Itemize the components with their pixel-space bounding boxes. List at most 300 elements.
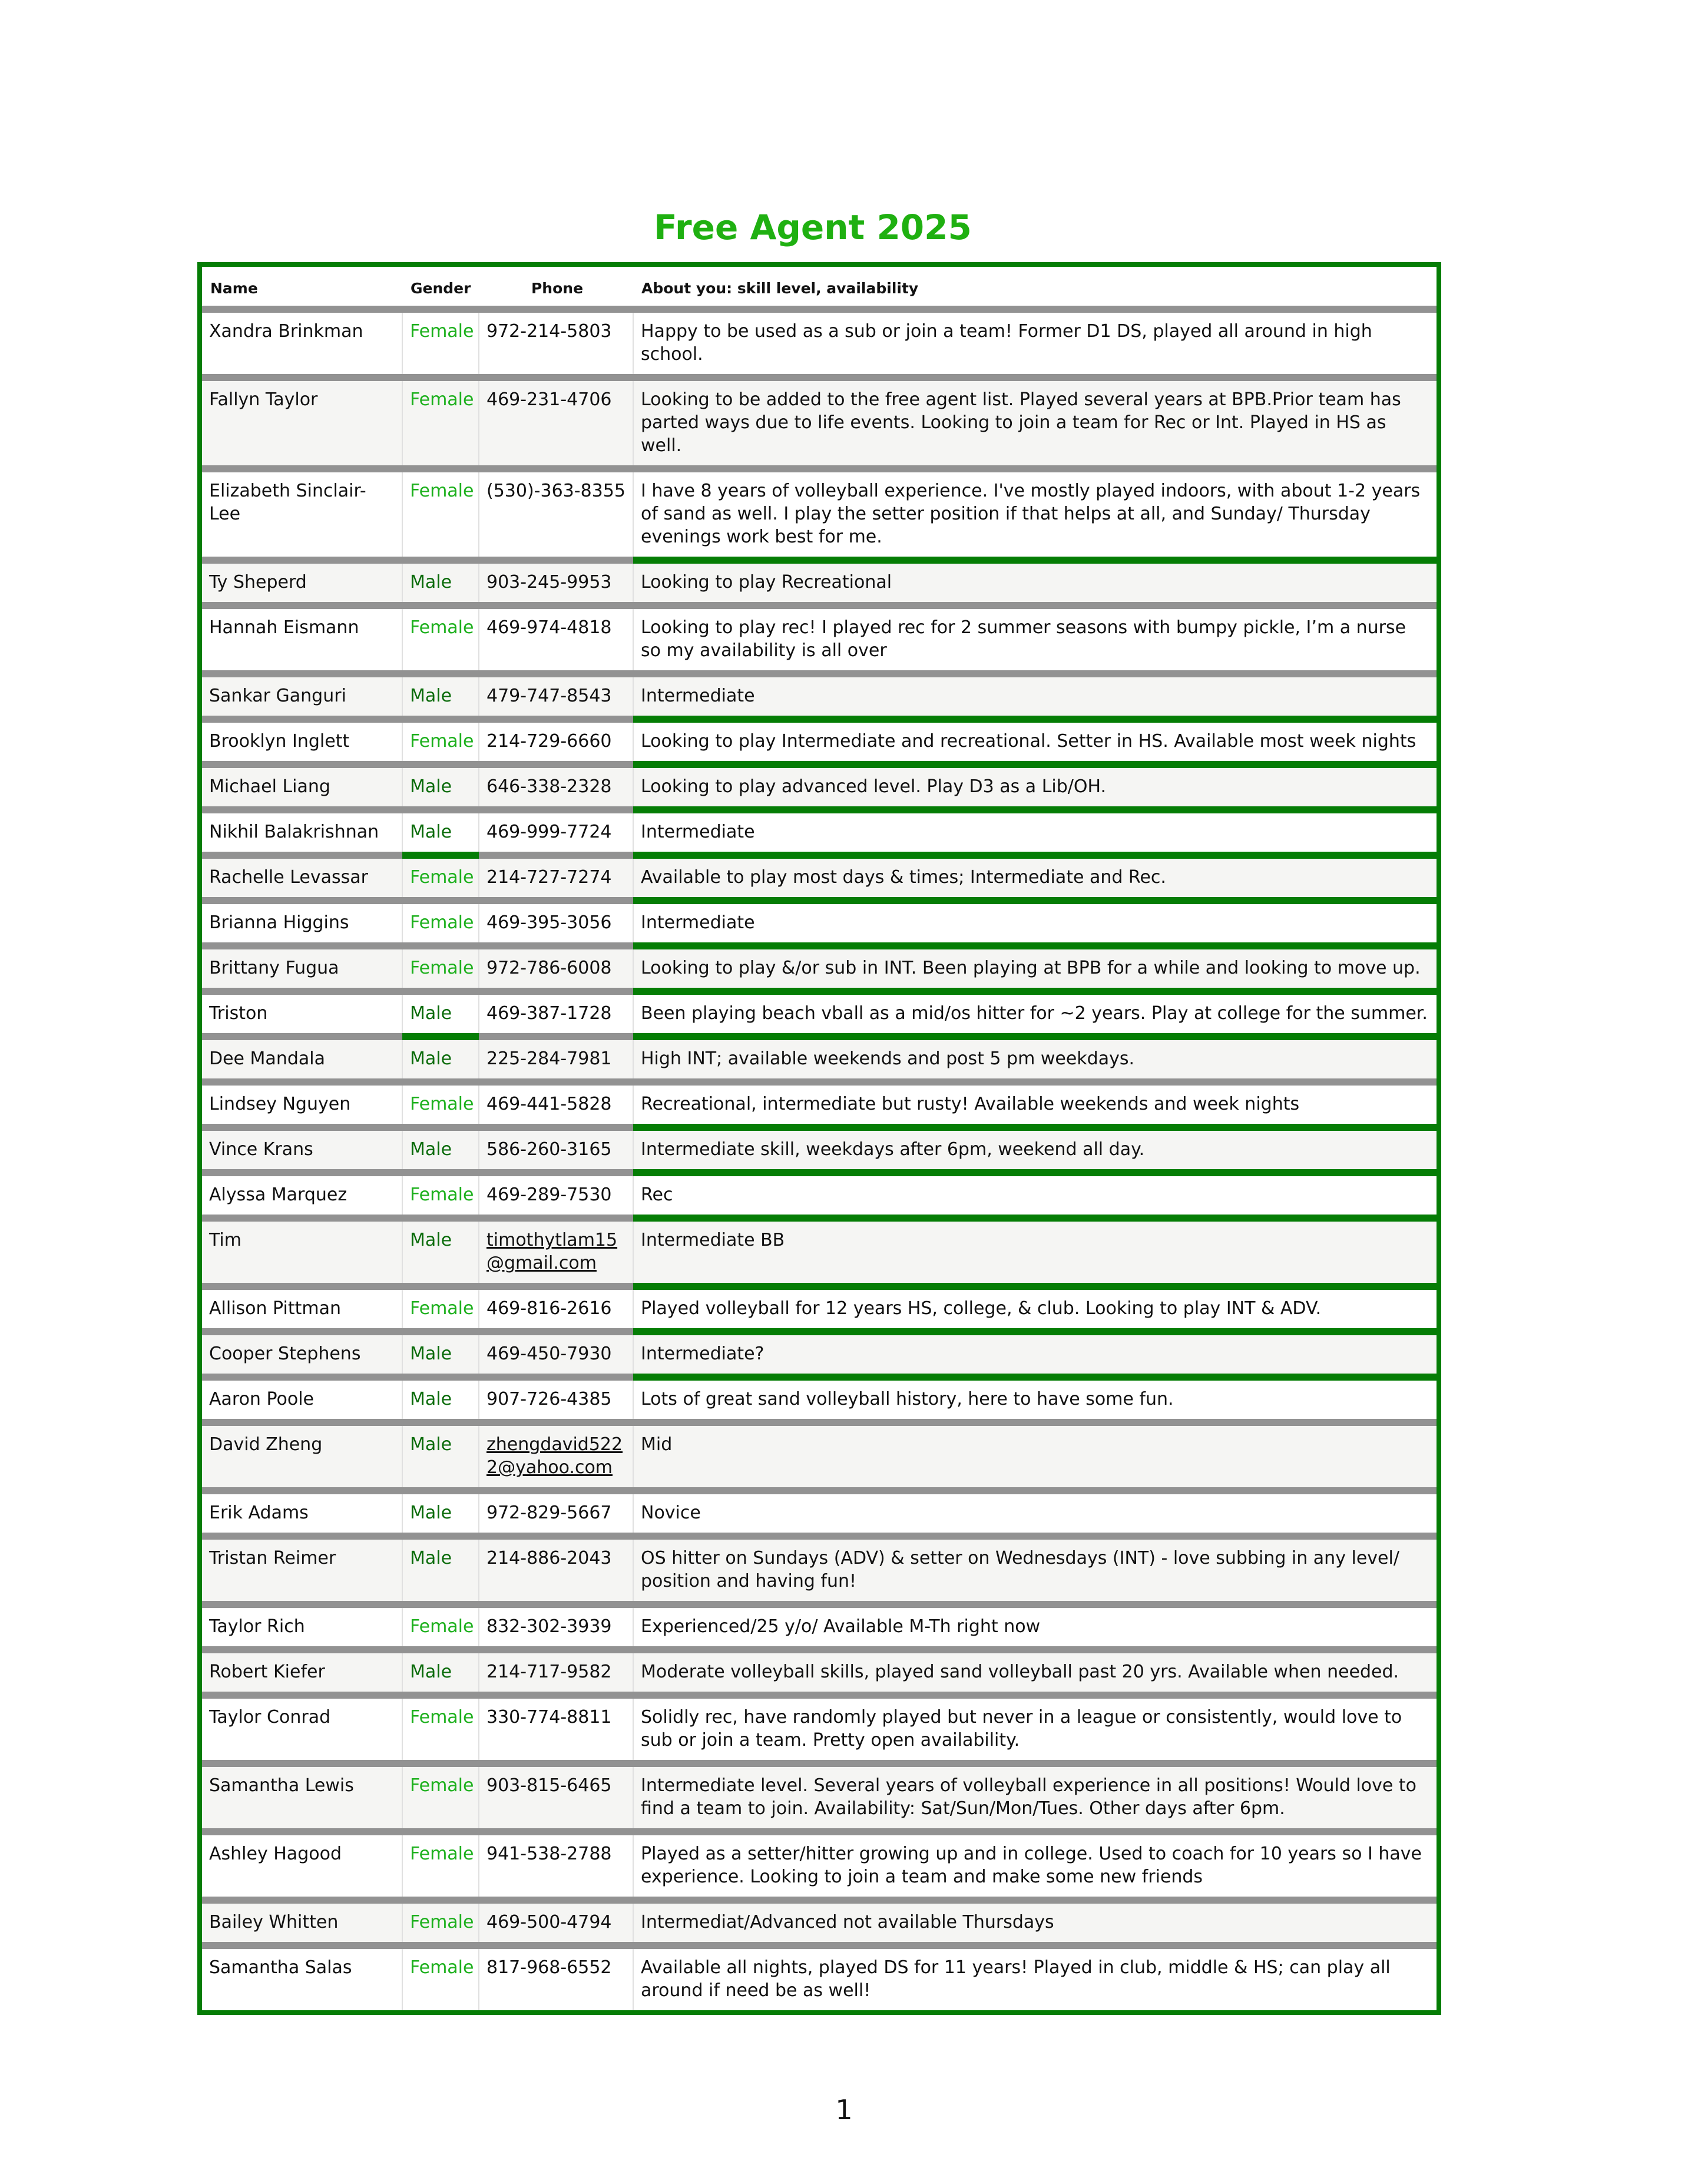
phone-cell: 469-231-4706 <box>486 389 612 410</box>
divider-cell <box>633 988 1437 995</box>
phone-cell: 586-260-3165 <box>486 1139 612 1160</box>
divider-cell <box>479 1328 633 1335</box>
about-cell: Mid <box>633 1426 1437 1487</box>
divider-cell <box>202 1828 402 1835</box>
table-row <box>202 1222 1437 1283</box>
divider-cell <box>402 942 479 949</box>
divider-cell <box>633 1646 1437 1653</box>
divider-cell <box>402 852 479 859</box>
about-cell: Looking to play rec! I played rec for 2 summer seasons with bumpy pickle, I’m a nurse so my availability is all over <box>633 609 1437 670</box>
phone-cell: 469-387-1728 <box>486 1003 612 1024</box>
table-row <box>202 1835 1437 1897</box>
about-cell: Recreational, intermediate but rusty! Available weekends and week nights <box>633 1086 1437 1124</box>
about-cell: Played volleyball for 12 years HS, college, & club. Looking to play INT & ADV. <box>633 1290 1437 1328</box>
gender-cell: Male <box>402 1040 479 1078</box>
name-cell: Samantha Lewis <box>202 1767 402 1828</box>
about-cell: Intermediate? <box>633 1335 1437 1374</box>
table-row <box>202 1608 1437 1646</box>
divider-cell <box>479 716 633 723</box>
row-divider <box>202 1283 1437 1290</box>
table-row <box>202 1040 1437 1078</box>
about-cell: Intermediate <box>633 904 1437 942</box>
table-row <box>202 723 1437 761</box>
divider-cell <box>202 761 402 768</box>
gender-cell: Female <box>402 949 479 988</box>
about-cell: Looking to play Intermediate and recreational. Setter in HS. Available most week nights <box>633 723 1437 761</box>
name-cell: Lindsey Nguyen <box>202 1086 402 1124</box>
divider-cell <box>202 670 402 677</box>
row-divider <box>202 852 1437 859</box>
divider-cell <box>202 557 402 564</box>
about-cell: Intermediate skill, weekdays after 6pm, weekend all day. <box>633 1131 1437 1169</box>
divider-cell <box>633 1487 1437 1494</box>
table-row <box>202 904 1437 942</box>
divider-cell <box>202 1169 402 1176</box>
divider-cell <box>402 1078 479 1086</box>
table-row <box>202 859 1437 897</box>
gender-cell: Female <box>402 1086 479 1124</box>
divider-cell <box>402 1374 479 1381</box>
about-cell: Moderate volleyball skills, played sand volleyball past 20 yrs. Available when needed. <box>633 1653 1437 1692</box>
row-divider <box>202 670 1437 677</box>
phone-cell: 469-395-3056 <box>486 912 612 933</box>
divider-cell <box>479 1942 633 1949</box>
name-cell: Brooklyn Inglett <box>202 723 402 761</box>
divider-cell <box>402 1533 479 1540</box>
table-row <box>202 381 1437 465</box>
divider-cell <box>479 1828 633 1835</box>
divider-cell <box>402 1646 479 1653</box>
divider-cell <box>202 1692 402 1699</box>
row-divider <box>202 1828 1437 1835</box>
row-divider <box>202 1374 1437 1381</box>
table-row <box>202 1767 1437 1828</box>
divider-cell <box>402 1033 479 1040</box>
table <box>202 267 1437 2010</box>
name-cell: Elizabeth Sinclair-Lee <box>202 472 402 557</box>
row-divider <box>202 1033 1437 1040</box>
gender-cell: Male <box>402 1653 479 1692</box>
table-row <box>202 995 1437 1033</box>
row-divider <box>202 465 1437 472</box>
divider-cell <box>633 1601 1437 1608</box>
header-phone: Phone <box>479 267 633 306</box>
free-agent-table <box>197 262 1441 2015</box>
about-cell: Happy to be used as a sub or join a team! Former D1 DS, played all around in high school. <box>633 313 1437 374</box>
divider-cell <box>633 1328 1437 1335</box>
gender-cell: Female <box>402 1608 479 1646</box>
divider-cell <box>633 942 1437 949</box>
divider-cell <box>402 1692 479 1699</box>
phone-cell: 469-289-7530 <box>486 1184 612 1205</box>
divider-cell <box>402 806 479 813</box>
table-row <box>202 1290 1437 1328</box>
table-row <box>202 1335 1437 1374</box>
name-cell: Xandra Brinkman <box>202 313 402 374</box>
about-cell: OS hitter on Sundays (ADV) & setter on Wednesdays (INT) - love subbing in any level/ position and having fun! <box>633 1540 1437 1601</box>
about-cell: Available to play most days & times; Intermediate and Rec. <box>633 859 1437 897</box>
phone-cell: 469-816-2616 <box>486 1298 612 1319</box>
divider-cell <box>633 374 1437 381</box>
name-cell: Bailey Whitten <box>202 1904 402 1942</box>
divider-cell <box>633 1124 1437 1131</box>
table-body <box>202 306 1437 2010</box>
table-row <box>202 1540 1437 1601</box>
about-cell: Novice <box>633 1494 1437 1533</box>
gender-cell: Male <box>402 1131 479 1169</box>
divider-cell <box>402 670 479 677</box>
divider-cell <box>402 1760 479 1767</box>
name-cell: Vince Krans <box>202 1131 402 1169</box>
row-divider <box>202 1078 1437 1086</box>
divider-cell <box>402 716 479 723</box>
gender-cell: Female <box>402 313 479 374</box>
row-divider <box>202 1533 1437 1540</box>
divider-cell <box>633 306 1437 313</box>
about-cell: Looking to play Recreational <box>633 564 1437 602</box>
phone-cell: 972-214-5803 <box>486 321 612 342</box>
gender-cell: Female <box>402 381 479 465</box>
name-cell: Brittany Fugua <box>202 949 402 988</box>
email-link[interactable]: zhengdavid5222@yahoo.com <box>486 1434 623 1478</box>
phone-cell: 972-829-5667 <box>486 1503 612 1523</box>
gender-cell: Male <box>402 768 479 806</box>
divider-cell <box>633 1169 1437 1176</box>
row-divider <box>202 1942 1437 1949</box>
name-cell: Taylor Rich <box>202 1608 402 1646</box>
about-cell: Intermediate <box>633 813 1437 852</box>
row-divider <box>202 1328 1437 1335</box>
about-cell: Available all nights, played DS for 11 years! Played in club, middle & HS; can play all around if need be as well! <box>633 1949 1437 2010</box>
divider-cell <box>202 1646 402 1653</box>
document-title: Free Agent 2025 <box>654 207 972 247</box>
gender-cell: Female <box>402 1949 479 2010</box>
divider-cell <box>402 1601 479 1608</box>
divider-cell <box>402 1215 479 1222</box>
row-divider <box>202 1419 1437 1426</box>
phone-cell: 330-774-8811 <box>486 1707 612 1728</box>
divider-cell <box>479 1033 633 1040</box>
table-row <box>202 949 1437 988</box>
divider-cell <box>633 852 1437 859</box>
name-cell: Cooper Stephens <box>202 1335 402 1374</box>
divider-cell <box>202 1419 402 1426</box>
about-cell: Looking to play advanced level. Play D3 as a Lib/OH. <box>633 768 1437 806</box>
table-row <box>202 1086 1437 1124</box>
gender-cell: Female <box>402 859 479 897</box>
phone-cell: 469-974-4818 <box>486 617 612 638</box>
divider-cell <box>479 988 633 995</box>
table-header-row <box>202 267 1437 306</box>
divider-cell <box>479 306 633 313</box>
gender-cell: Female <box>402 1176 479 1215</box>
gender-cell: Male <box>402 1540 479 1601</box>
phone-cell: 479-747-8543 <box>486 686 612 706</box>
divider-cell <box>479 1374 633 1381</box>
row-divider <box>202 1760 1437 1767</box>
name-cell: Ty Sheperd <box>202 564 402 602</box>
divider-cell <box>633 1078 1437 1086</box>
divider-cell <box>633 602 1437 609</box>
email-link[interactable]: timothytlam15@gmail.com <box>486 1230 618 1273</box>
phone-cell: 469-500-4794 <box>486 1912 612 1932</box>
gender-cell: Male <box>402 813 479 852</box>
gender-cell: Female <box>402 1835 479 1897</box>
name-cell: Rachelle Levassar <box>202 859 402 897</box>
phone-cell: (530)-363-8355 <box>486 481 625 501</box>
divider-cell <box>479 1078 633 1086</box>
divider-cell <box>402 1328 479 1335</box>
name-cell: Dee Mandala <box>202 1040 402 1078</box>
divider-cell <box>479 806 633 813</box>
divider-cell <box>402 761 479 768</box>
divider-cell <box>479 1487 633 1494</box>
divider-cell <box>402 1419 479 1426</box>
about-cell: High INT; available weekends and post 5 pm weekdays. <box>633 1040 1437 1078</box>
divider-cell <box>633 897 1437 904</box>
divider-cell <box>202 1897 402 1904</box>
divider-cell <box>633 806 1437 813</box>
divider-cell <box>402 897 479 904</box>
table-row <box>202 1699 1437 1760</box>
name-cell: Tristan Reimer <box>202 1540 402 1601</box>
divider-cell <box>633 1033 1437 1040</box>
phone-cell: 972-786-6008 <box>486 958 612 978</box>
divider-cell <box>633 670 1437 677</box>
name-cell: Taylor Conrad <box>202 1699 402 1760</box>
divider-cell <box>633 716 1437 723</box>
divider-cell <box>633 761 1437 768</box>
phone-cell: 214-729-6660 <box>486 731 612 752</box>
phone-cell: 469-450-7930 <box>486 1344 612 1364</box>
about-cell: Looking to be added to the free agent list. Played several years at BPB.Prior team has parted ways due to life events. Looking to join a team for Rec or Int. Played in HS as well. <box>633 381 1437 465</box>
about-cell: Been playing beach vball as a mid/os hitter for ~2 years. Play at college for the summer. <box>633 995 1437 1033</box>
header-gender: Gender <box>402 267 479 306</box>
row-divider <box>202 1169 1437 1176</box>
divider-cell <box>633 1419 1437 1426</box>
table-row <box>202 313 1437 374</box>
divider-cell <box>402 1169 479 1176</box>
about-cell: Rec <box>633 1176 1437 1215</box>
gender-cell: Female <box>402 1904 479 1942</box>
divider-cell <box>402 1124 479 1131</box>
divider-cell <box>202 716 402 723</box>
row-divider <box>202 1215 1437 1222</box>
divider-cell <box>202 374 402 381</box>
divider-cell <box>202 942 402 949</box>
divider-cell <box>202 1215 402 1222</box>
name-cell: Robert Kiefer <box>202 1653 402 1692</box>
divider-cell <box>202 306 402 313</box>
row-divider <box>202 1601 1437 1608</box>
gender-cell: Female <box>402 609 479 670</box>
divider-cell <box>402 465 479 472</box>
phone-cell: 832-302-3939 <box>486 1616 612 1637</box>
divider-cell <box>633 465 1437 472</box>
divider-cell <box>479 852 633 859</box>
table-row <box>202 1949 1437 2010</box>
phone-cell: 469-999-7724 <box>486 822 612 842</box>
divider-cell <box>479 1283 633 1290</box>
gender-cell: Male <box>402 1222 479 1283</box>
divider-cell <box>479 1760 633 1767</box>
divider-cell <box>202 1760 402 1767</box>
name-cell: Nikhil Balakrishnan <box>202 813 402 852</box>
divider-cell <box>202 988 402 995</box>
phone-cell: 646-338-2328 <box>486 776 612 797</box>
divider-cell <box>402 306 479 313</box>
table-row <box>202 1381 1437 1419</box>
divider-cell <box>202 806 402 813</box>
name-cell: Tim <box>202 1222 402 1283</box>
divider-cell <box>633 1692 1437 1699</box>
table-row <box>202 609 1437 670</box>
row-divider <box>202 374 1437 381</box>
row-divider <box>202 1897 1437 1904</box>
divider-cell <box>202 1328 402 1335</box>
name-cell: Sankar Ganguri <box>202 677 402 716</box>
name-cell: Michael Liang <box>202 768 402 806</box>
table-row <box>202 677 1437 716</box>
divider-cell <box>479 1692 633 1699</box>
divider-cell <box>479 1169 633 1176</box>
divider-cell <box>202 602 402 609</box>
divider-cell <box>402 1942 479 1949</box>
gender-cell: Male <box>402 1335 479 1374</box>
row-divider <box>202 1124 1437 1131</box>
divider-cell <box>479 670 633 677</box>
divider-cell <box>633 1533 1437 1540</box>
header-about: About you: skill level, availability <box>633 267 1437 306</box>
gender-cell: Female <box>402 1699 479 1760</box>
divider-cell <box>633 557 1437 564</box>
divider-cell <box>479 465 633 472</box>
row-divider <box>202 602 1437 609</box>
divider-cell <box>479 1646 633 1653</box>
table-row <box>202 1176 1437 1215</box>
name-cell: Brianna Higgins <box>202 904 402 942</box>
row-divider <box>202 806 1437 813</box>
divider-cell <box>402 557 479 564</box>
gender-cell: Female <box>402 1290 479 1328</box>
phone-cell: 469-441-5828 <box>486 1094 612 1114</box>
row-divider <box>202 988 1437 995</box>
divider-cell <box>202 1533 402 1540</box>
page-number: 1 <box>835 2094 853 2126</box>
divider-cell <box>479 1124 633 1131</box>
divider-cell <box>402 1897 479 1904</box>
name-cell: Samantha Salas <box>202 1949 402 2010</box>
gender-cell: Female <box>402 723 479 761</box>
divider-cell <box>633 1760 1437 1767</box>
divider-cell <box>402 602 479 609</box>
name-cell: Erik Adams <box>202 1494 402 1533</box>
phone-cell: 225-284-7981 <box>486 1048 612 1069</box>
row-divider <box>202 897 1437 904</box>
phone-cell: 903-815-6465 <box>486 1775 612 1796</box>
divider-cell <box>202 1124 402 1131</box>
about-cell: Looking to play &/or sub in INT. Been playing at BPB for a while and looking to move up. <box>633 949 1437 988</box>
name-cell: Fallyn Taylor <box>202 381 402 465</box>
divider-cell <box>202 1487 402 1494</box>
phone-cell: 214-886-2043 <box>486 1548 612 1568</box>
gender-cell: Female <box>402 472 479 557</box>
table-row <box>202 1426 1437 1487</box>
header-name: Name <box>202 267 402 306</box>
divider-cell <box>479 1419 633 1426</box>
about-cell: Intermediate <box>633 677 1437 716</box>
name-cell: David Zheng <box>202 1426 402 1487</box>
table-row <box>202 1904 1437 1942</box>
about-cell: Experienced/25 y/o/ Available M-Th right now <box>633 1608 1437 1646</box>
divider-cell <box>202 1033 402 1040</box>
divider-cell <box>479 374 633 381</box>
name-cell: Alyssa Marquez <box>202 1176 402 1215</box>
name-cell: Aaron Poole <box>202 1381 402 1419</box>
divider-cell <box>479 1215 633 1222</box>
phone-cell: 214-717-9582 <box>486 1662 612 1682</box>
phone-cell: 903-245-9953 <box>486 572 612 593</box>
divider-cell <box>202 1942 402 1949</box>
table-row <box>202 1131 1437 1169</box>
divider-cell <box>202 897 402 904</box>
table-row <box>202 813 1437 852</box>
row-divider <box>202 761 1437 768</box>
gender-cell: Male <box>402 995 479 1033</box>
about-cell: Lots of great sand volleyball history, here to have some fun. <box>633 1381 1437 1419</box>
row-divider <box>202 942 1437 949</box>
phone-cell: 817-968-6552 <box>486 1957 612 1978</box>
row-divider <box>202 557 1437 564</box>
gender-cell: Male <box>402 1494 479 1533</box>
row-divider <box>202 1487 1437 1494</box>
gender-cell: Male <box>402 677 479 716</box>
gender-cell: Male <box>402 564 479 602</box>
divider-cell <box>202 1283 402 1290</box>
divider-cell <box>633 1828 1437 1835</box>
phone-cell: 214-727-7274 <box>486 867 612 888</box>
phone-cell: 907-726-4385 <box>486 1389 612 1409</box>
row-divider <box>202 1692 1437 1699</box>
table-row <box>202 1653 1437 1692</box>
divider-cell <box>479 602 633 609</box>
phone-cell: 941-538-2788 <box>486 1844 612 1864</box>
gender-cell: Female <box>402 1767 479 1828</box>
divider-cell <box>633 1283 1437 1290</box>
divider-cell <box>633 1942 1437 1949</box>
divider-cell <box>633 1897 1437 1904</box>
divider-cell <box>479 1533 633 1540</box>
about-cell: I have 8 years of volleyball experience. I've mostly played indoors, with about 1-2 years of sand as well. I play the setter position if that helps at all, and Sunday/ Thursday evenings work best for me. <box>633 472 1437 557</box>
about-cell: Solidly rec, have randomly played but never in a league or consistently, would love to sub or join a team. Pretty open availability. <box>633 1699 1437 1760</box>
divider-cell <box>479 942 633 949</box>
about-cell: Played as a setter/hitter growing up and in college. Used to coach for 10 years so I have experience. Looking to join a team and make some new friends <box>633 1835 1437 1897</box>
divider-cell <box>479 557 633 564</box>
divider-cell <box>202 1078 402 1086</box>
divider-cell <box>402 1283 479 1290</box>
divider-cell <box>402 1828 479 1835</box>
divider-cell <box>402 1487 479 1494</box>
name-cell: Triston <box>202 995 402 1033</box>
about-cell: Intermediate level. Several years of volleyball experience in all positions! Would love to find a team to join. Availability: Sat/Sun/Mon/Tues. Other days after 6pm. <box>633 1767 1437 1828</box>
name-cell: Allison Pittman <box>202 1290 402 1328</box>
table-row <box>202 472 1437 557</box>
divider-cell <box>633 1374 1437 1381</box>
gender-cell: Male <box>402 1426 479 1487</box>
row-divider <box>202 306 1437 313</box>
divider-cell <box>479 897 633 904</box>
table-row <box>202 768 1437 806</box>
